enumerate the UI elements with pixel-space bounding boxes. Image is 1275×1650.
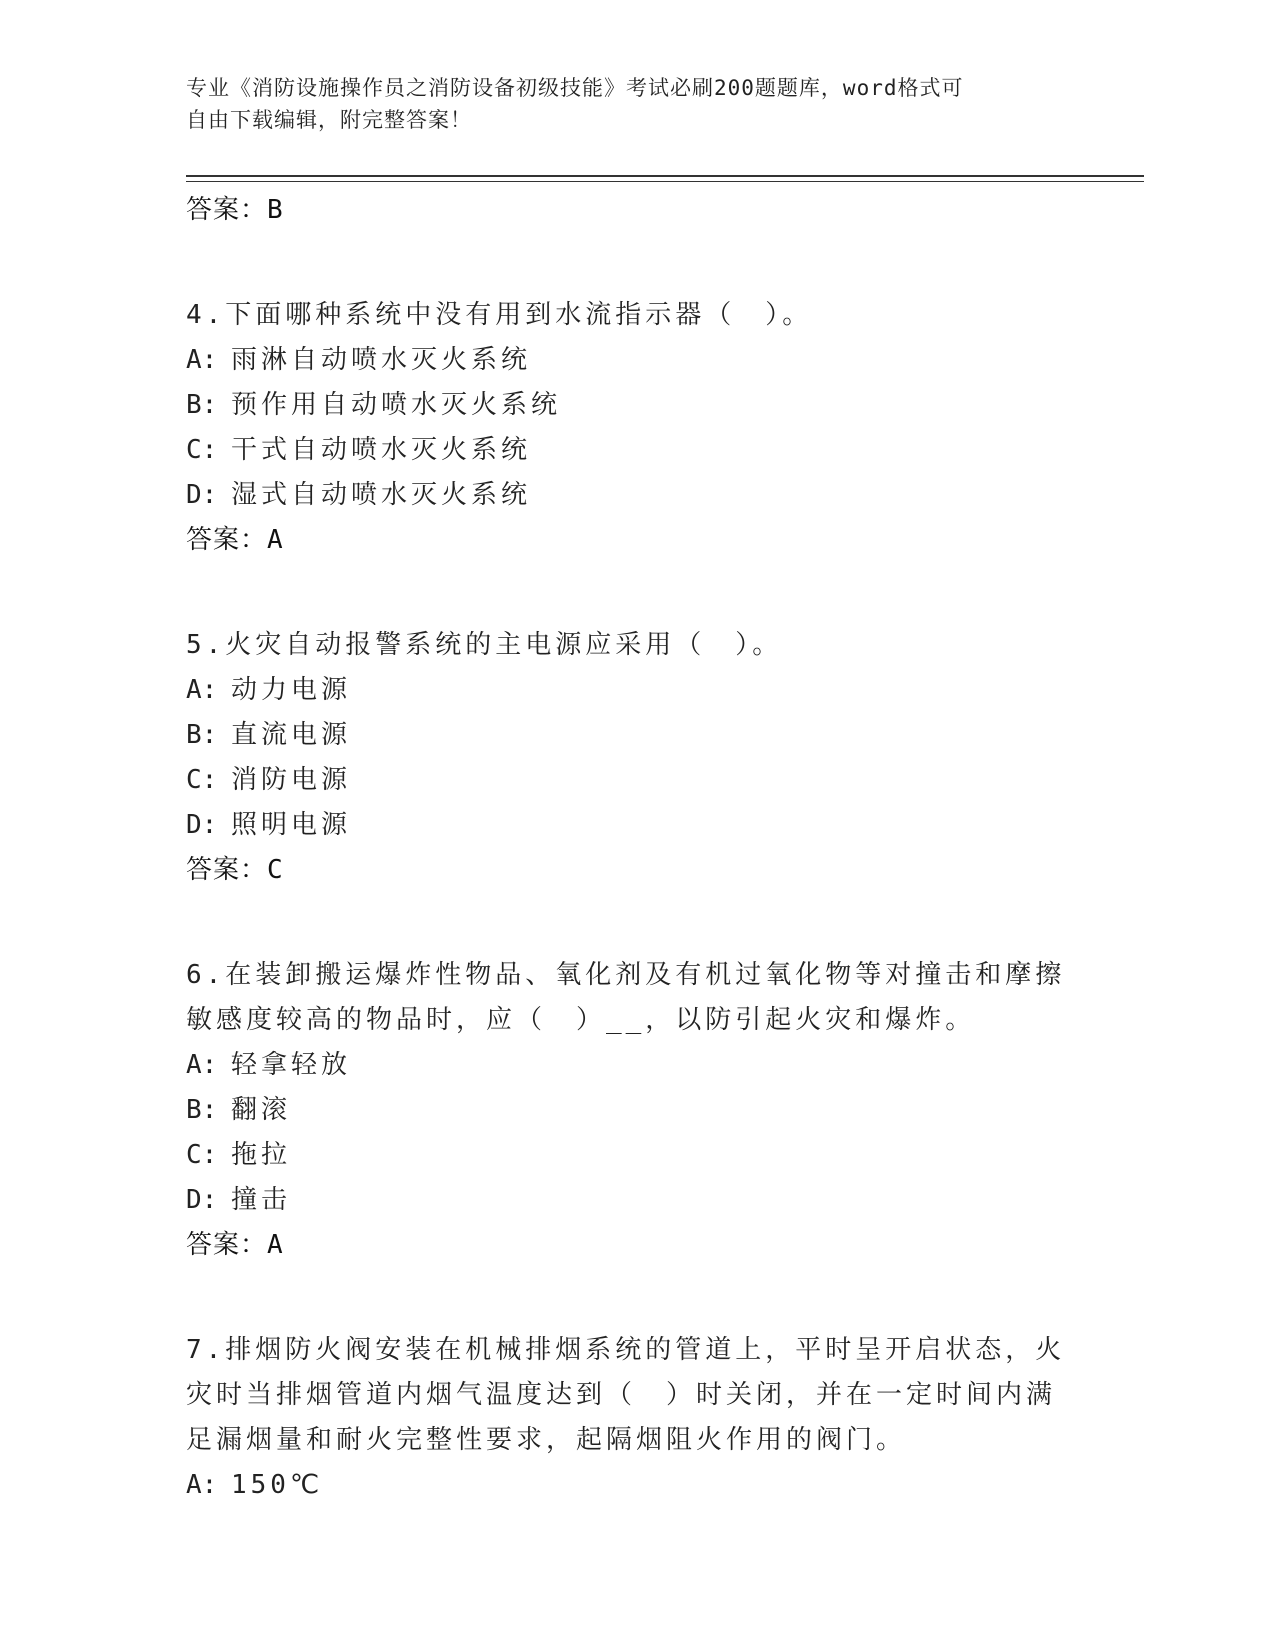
option-item bbox=[186, 428, 1066, 473]
header-divider-thick bbox=[186, 175, 1144, 177]
question-text: 6.在装卸搬运爆炸性物品、氧化剂及有机过氧化物等对撞击和摩擦敏感度较高的物品时，应（ ）__，以防引起火灾和爆炸。 bbox=[186, 960, 1066, 1035]
option-text: 150℃ bbox=[231, 1470, 324, 1500]
header-line-1: 专业《消防设施操作员之消防设备初级技能》考试必刷200题题库，word格式可 bbox=[186, 76, 964, 100]
option-item bbox=[186, 1178, 1066, 1223]
option-text: 拖拉 bbox=[231, 1140, 292, 1170]
option-item bbox=[186, 668, 1066, 713]
option-text: 动力电源 bbox=[231, 675, 352, 705]
answer-line: 答案：A bbox=[186, 525, 284, 555]
option-text: 消防电源 bbox=[231, 765, 352, 795]
question-block bbox=[186, 293, 1066, 562]
option-text: 预作用自动喷水灭火系统 bbox=[231, 390, 562, 420]
question-text: 5.火灾自动报警系统的主电源应采用（ ）。 bbox=[186, 630, 783, 660]
question-block bbox=[186, 623, 1066, 892]
option-text: 翻滚 bbox=[231, 1095, 292, 1125]
question-block bbox=[186, 1328, 1066, 1508]
option-text: 照明电源 bbox=[231, 810, 352, 840]
option-letter: A: bbox=[186, 345, 218, 375]
document-header bbox=[186, 72, 1066, 136]
question-text: 4.下面哪种系统中没有用到水流指示器（ ）。 bbox=[186, 300, 813, 330]
option-letter: D: bbox=[186, 1185, 218, 1215]
answer-line: 答案：C bbox=[186, 855, 284, 885]
option-text: 干式自动喷水灭火系统 bbox=[231, 435, 532, 465]
question-list bbox=[186, 188, 1066, 1508]
option-letter: B: bbox=[186, 1095, 218, 1125]
option-text: 撞击 bbox=[231, 1185, 292, 1215]
option-item bbox=[186, 1088, 1066, 1133]
question-text: 7.排烟防火阀安装在机械排烟系统的管道上，平时呈开启状态，火灾时当排烟管道内烟气温度达到（ ）时关闭，并在一定时间内满足漏烟量和耐火完整性要求，起隔烟阻火作用的阀门。 bbox=[186, 1335, 1066, 1455]
option-text: 轻拿轻放 bbox=[231, 1050, 352, 1080]
option-item bbox=[186, 473, 1066, 518]
option-item bbox=[186, 1133, 1066, 1178]
option-letter: D: bbox=[186, 480, 218, 510]
answer-line: 答案：B bbox=[186, 195, 284, 225]
option-item bbox=[186, 1463, 1066, 1508]
option-letter: B: bbox=[186, 720, 218, 750]
option-item bbox=[186, 713, 1066, 758]
option-item bbox=[186, 803, 1066, 848]
option-letter: A: bbox=[186, 675, 218, 705]
option-letter: C: bbox=[186, 1140, 218, 1170]
option-text: 雨淋自动喷水灭火系统 bbox=[231, 345, 532, 375]
option-letter: B: bbox=[186, 390, 218, 420]
option-text: 湿式自动喷水灭火系统 bbox=[231, 480, 532, 510]
option-letter: D: bbox=[186, 810, 218, 840]
option-letter: C: bbox=[186, 435, 218, 465]
option-item bbox=[186, 338, 1066, 383]
option-text: 直流电源 bbox=[231, 720, 352, 750]
answer-line: 答案：A bbox=[186, 1230, 284, 1260]
option-letter: A: bbox=[186, 1470, 218, 1500]
header-divider-thin bbox=[186, 181, 1144, 182]
question-block bbox=[186, 953, 1066, 1267]
option-item bbox=[186, 383, 1066, 428]
option-item bbox=[186, 758, 1066, 803]
header-line-2: 自由下载编辑，附完整答案！ bbox=[186, 108, 472, 132]
option-letter: A: bbox=[186, 1050, 218, 1080]
option-letter: C: bbox=[186, 765, 218, 795]
option-item bbox=[186, 1043, 1066, 1088]
